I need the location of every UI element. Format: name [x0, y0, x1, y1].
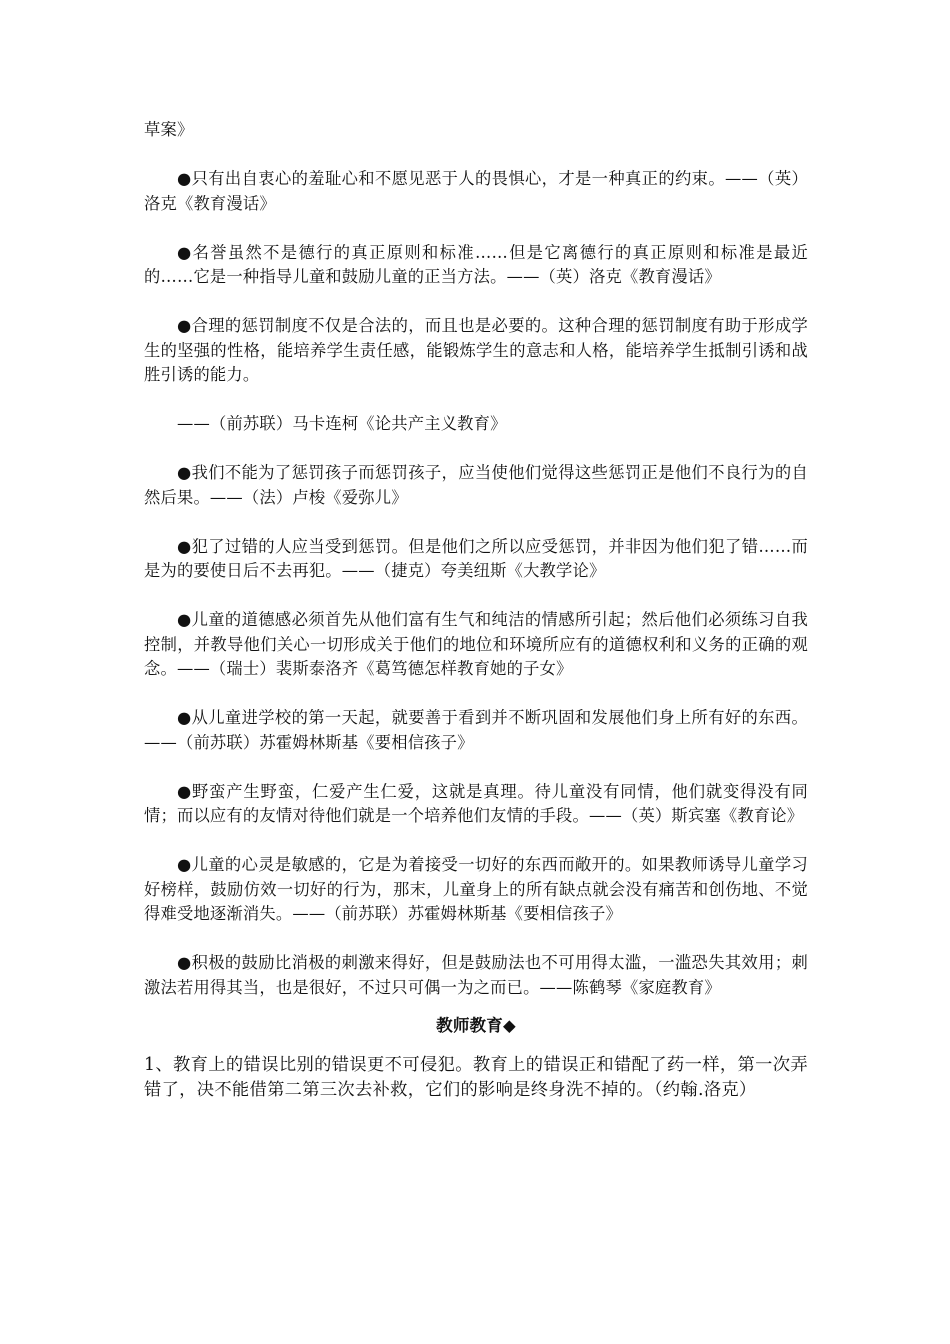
quote-locke-shame: ●只有出自衷心的羞耻心和不愿见恶于人的畏惧心，才是一种真正的约束。——（英）洛克《教育漫话》 [144, 169, 808, 213]
quote-spencer: ●野蛮产生野蛮，仁爱产生仁爱，这就是真理。待儿童没有同情，他们就变得没有同情；而以应有的友情对待他们就是一个培养他们友情的手段。——（英）斯宾塞《教育论》 [144, 781, 808, 825]
quote-comenius: ●犯了过错的人应当受到惩罚。但是他们之所以应受惩罚，并非因为他们犯了错……而是为的要使日后不去再犯。——（捷克）夸美纽斯《大教学论》 [144, 536, 808, 580]
quote-rousseau: ●我们不能为了惩罚孩子而惩罚孩子，应当使他们觉得这些惩罚正是他们不良行为的自然后果。——（法）卢梭《爱弥儿》 [144, 463, 808, 507]
document-page [144, 118, 808, 1104]
quote-locke-reputation: ●名誉虽然不是德行的真正原则和标准……但是它离德行的真正原则和标准是最近的……它是一种指导儿童和鼓励儿童的正当方法。——（英）洛克《教育漫话》 [144, 242, 808, 286]
quote-pestalozzi: ●儿童的道德感必须首先从他们富有生气和纯洁的情感所引起；然后他们必须练习自我控制，并教导他们关心一切形成关于他们的地位和环境所应有的道德权利和义务的正确的观念。——（瑞士）裴斯泰洛齐《葛笃德怎样教育她的子女》 [144, 610, 808, 678]
quote-makarenko-punishment: ●合理的惩罚制度不仅是合法的，而且也是必要的。这种合理的惩罚制度有助于形成学生的坚强的性格，能培养学生责任感，能锻炼学生的意志和人格，能培养学生抵制引诱和战胜引诱的能力。 [144, 316, 808, 384]
quote-makarenko-attribution: ——（前苏联）马卡连柯《论共产主义教育》 [177, 414, 507, 433]
paragraph-continuation: 草案》 [144, 120, 194, 139]
section-heading: 教师教育◆ [436, 1016, 516, 1035]
quote-sukhomlinsky-first-day: ●从儿童进学校的第一天起，就要善于看到并不断巩固和发展他们身上所有好的东西。——（前苏联）苏霍姆林斯基《要相信孩子》 [144, 708, 808, 752]
numbered-item-1: 1、教育上的错误比别的错误更不可侵犯。教育上的错误正和错配了药一样，第一次弄错了，决不能借第二第三次去补救，它们的影响是终身洗不掉的。（约翰.洛克） [144, 1054, 808, 1100]
quote-chen-heqin: ●积极的鼓励比消极的刺激来得好，但是鼓励法也不可用得太滥，一滥恐失其效用；刺激法若用得其当，也是很好，不过只可偶一为之而已。——陈鹤琴《家庭教育》 [144, 953, 808, 997]
quote-sukhomlinsky-soul: ●儿童的心灵是敏感的，它是为着接受一切好的东西而敞开的。如果教师诱导儿童学习好榜样，鼓励仿效一切好的行为，那末，儿童身上的所有缺点就会没有痛苦和创伤地、不觉得难受地逐渐消失。——（前苏联）苏霍姆林斯基《要相信孩子》 [144, 855, 808, 923]
